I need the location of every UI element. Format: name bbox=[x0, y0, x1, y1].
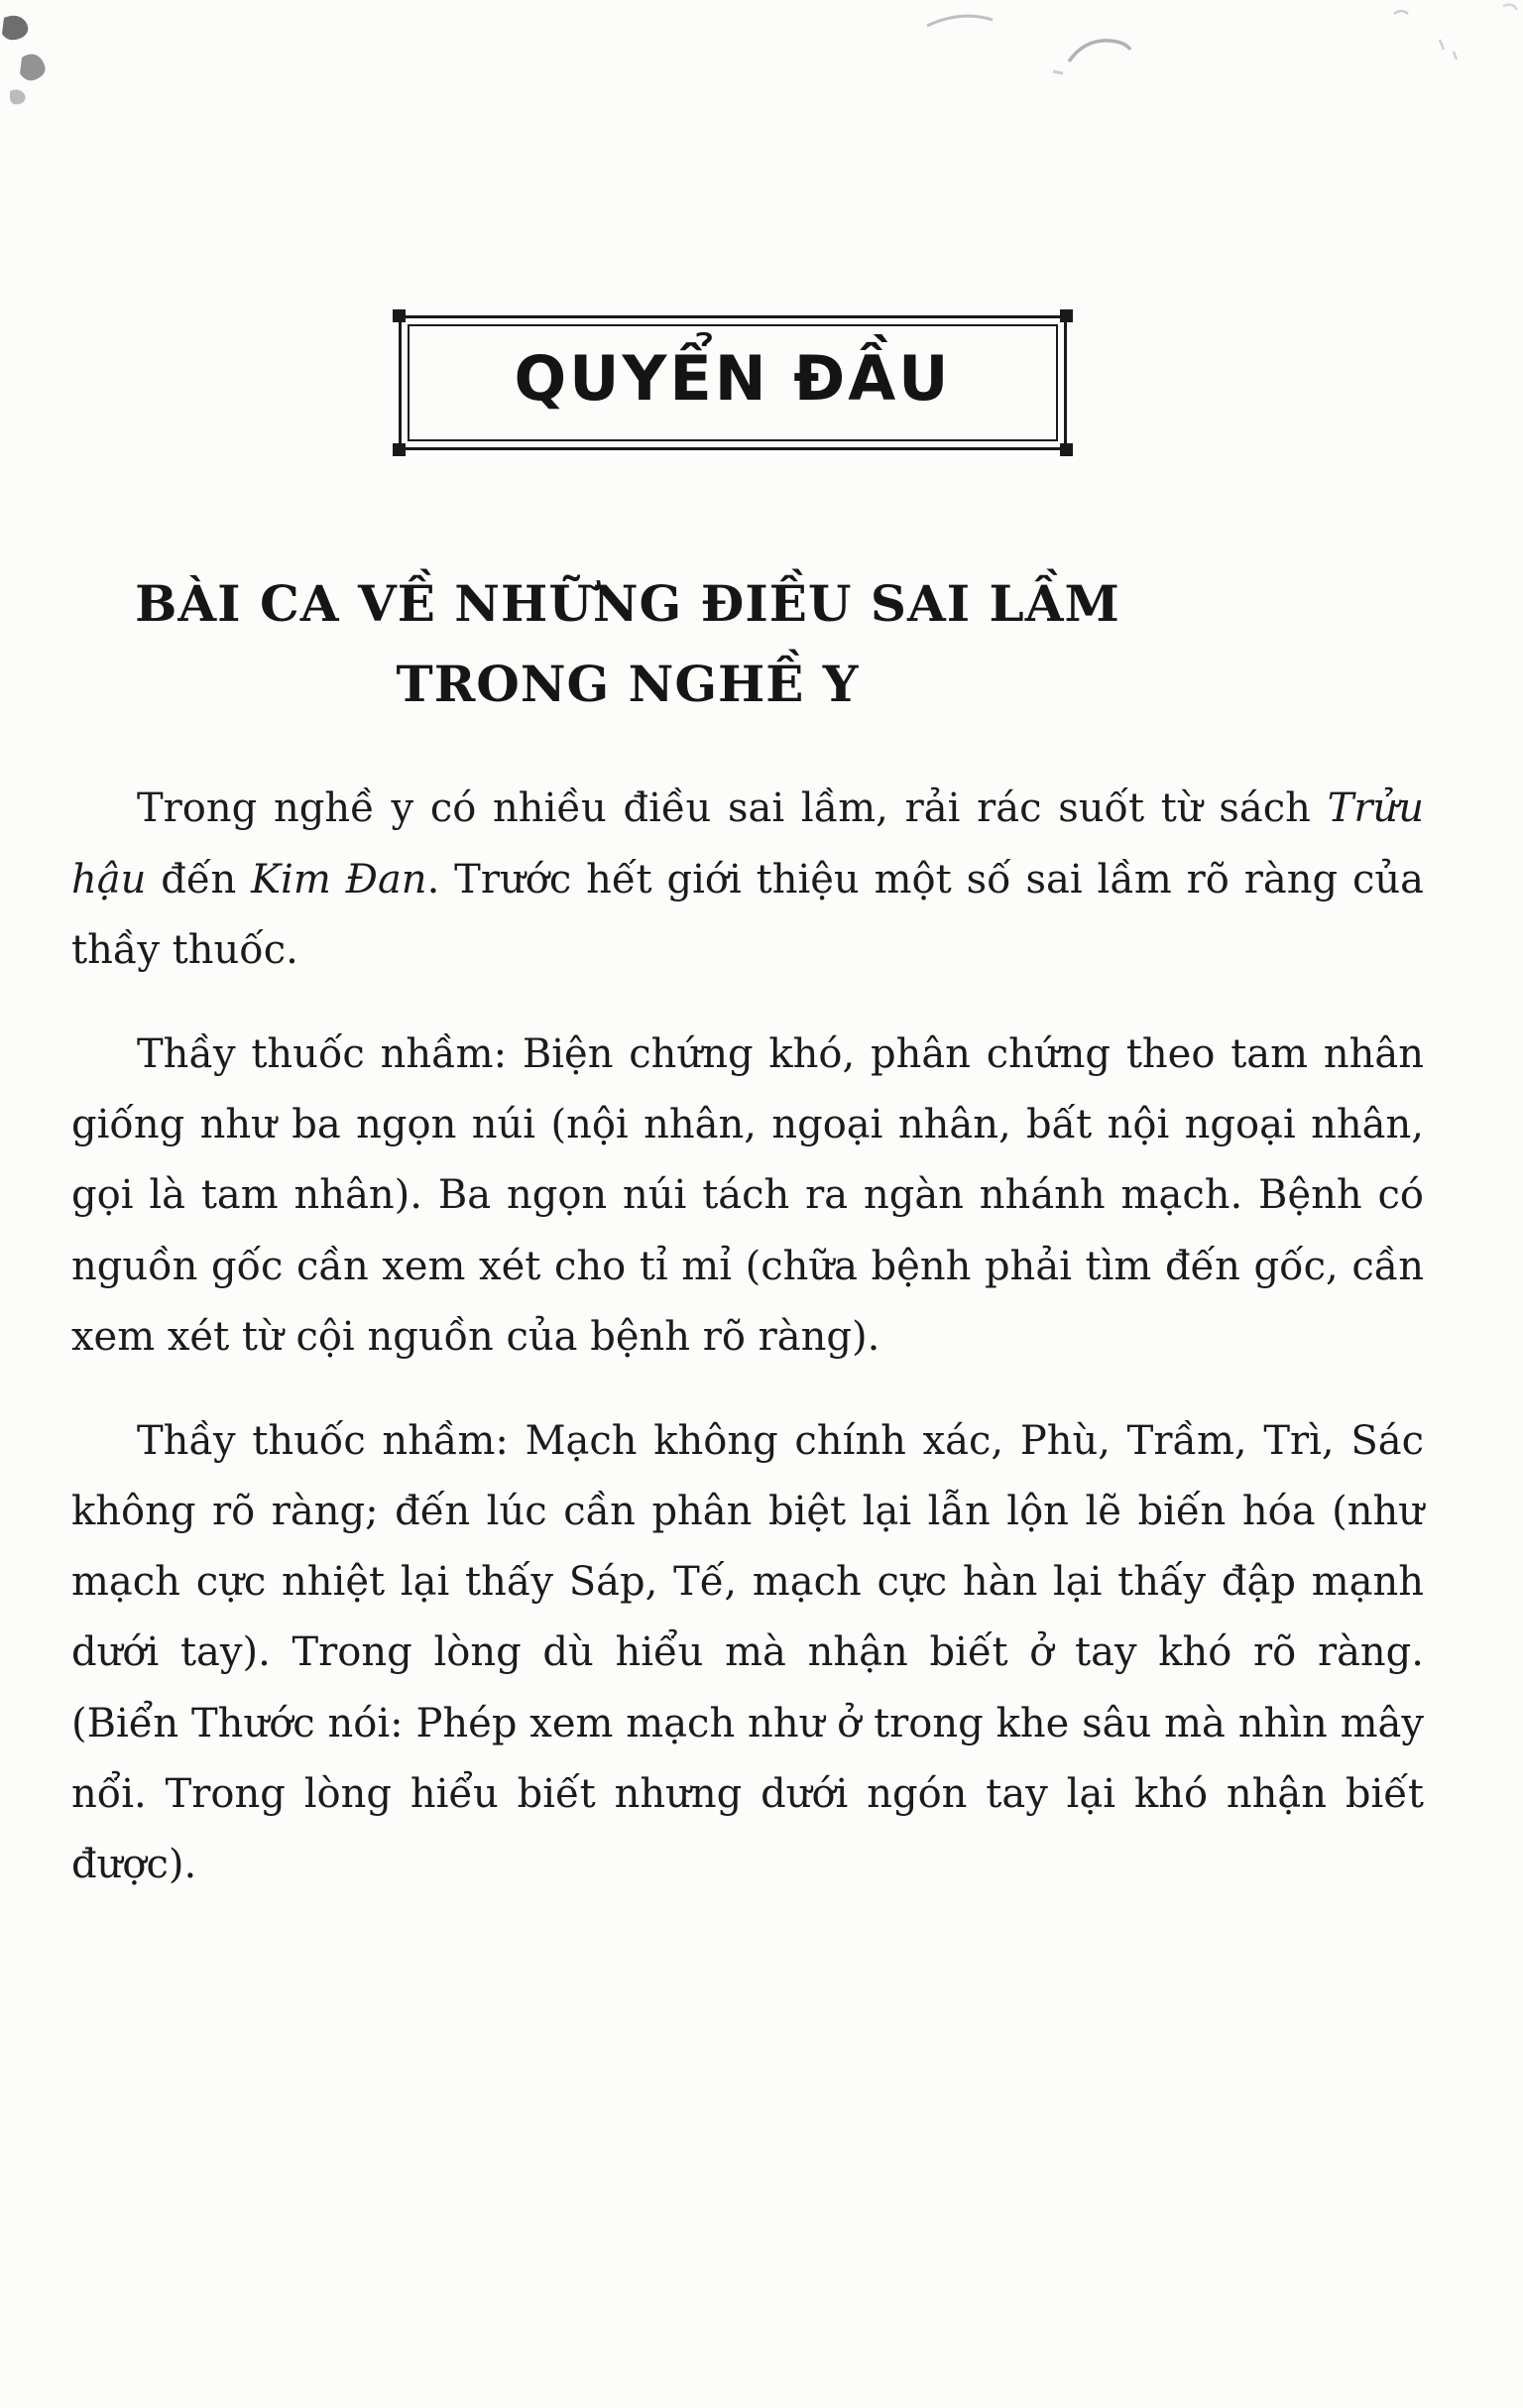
section-heading bbox=[0, 563, 1523, 724]
scan-speck-icon bbox=[1503, 5, 1517, 10]
body-paragraphs bbox=[71, 774, 1424, 1900]
paragraph bbox=[71, 1406, 1424, 1900]
scan-curve-icon bbox=[1069, 41, 1130, 61]
frame-corner-ornament bbox=[1060, 443, 1073, 456]
frame-corner-ornament bbox=[393, 309, 406, 322]
scan-smudge-icon bbox=[2, 16, 28, 41]
text-run: đến bbox=[146, 856, 252, 903]
text-run: Thầy thuốc nhầm: Biện chứng khó, phân chứng theo tam nhân giống như ba ngọn núi (nội nhân, ngoại nhân, bất nội ngoại nhân, gọi là tam nhân). Ba ngọn núi tách ra ngàn nhánh mạch. Bệnh có nguồn gốc cần xem xét cho tỉ mỉ (chữa bệnh phải tìm đến gốc, cần xem xét từ cội nguồn của bệnh rõ ràng). bbox=[71, 1030, 1424, 1360]
scan-speck-icon bbox=[1394, 11, 1408, 14]
frame-corner-ornament bbox=[393, 443, 406, 456]
chapter-title: QUYỂN ĐẦU bbox=[514, 342, 952, 415]
frame-corner-ornament bbox=[1060, 309, 1073, 322]
scan-smudge-icon bbox=[10, 89, 26, 104]
section-heading-line1: BÀI CA VỀ NHỮNG ĐIỀU SAI LẦM bbox=[135, 574, 1120, 634]
scan-curve-icon bbox=[1053, 71, 1063, 73]
text-run: Trong nghề y có nhiều điều sai lầm, rải rác suốt từ sách bbox=[137, 785, 1328, 832]
text-run: Thầy thuốc nhầm: Mạch không chính xác, Phù, Trầm, Trì, Sác không rõ ràng; đến lúc cần phân biệt lại lẫn lộn lẽ biến hóa (như mạch cực nhiệt lại thấy Sáp, Tế, mạch cực hàn lại thấy đập mạnh dưới tay). Trong lòng dù hiểu mà nhận biết ở tay khó rõ ràng. (Biển Thước nói: Phép xem mạch như ở trong khe sâu mà nhìn mây nổi. Trong lòng hiểu biết nhưng dưới ngón tay lại khó nhận biết được). bbox=[71, 1417, 1424, 1888]
scan-smudge-icon bbox=[20, 54, 46, 80]
scan-curve-icon bbox=[927, 16, 993, 26]
scan-artifacts bbox=[0, 0, 1523, 139]
text-run: Kim Đan bbox=[251, 856, 427, 903]
scan-speck-icon bbox=[1440, 40, 1457, 60]
chapter-title-frame-inner bbox=[408, 324, 1058, 441]
text-run: . Trước hết giới thiệu một số sai lầm rõ ràng của thầy thuốc. bbox=[71, 856, 1425, 973]
paragraph bbox=[71, 1020, 1424, 1373]
paragraph bbox=[71, 774, 1424, 986]
section-heading-line2: TRONG NGHỀ Y bbox=[396, 655, 860, 714]
text-run: Trửu hậu bbox=[71, 785, 1424, 903]
chapter-title-frame bbox=[399, 315, 1067, 450]
